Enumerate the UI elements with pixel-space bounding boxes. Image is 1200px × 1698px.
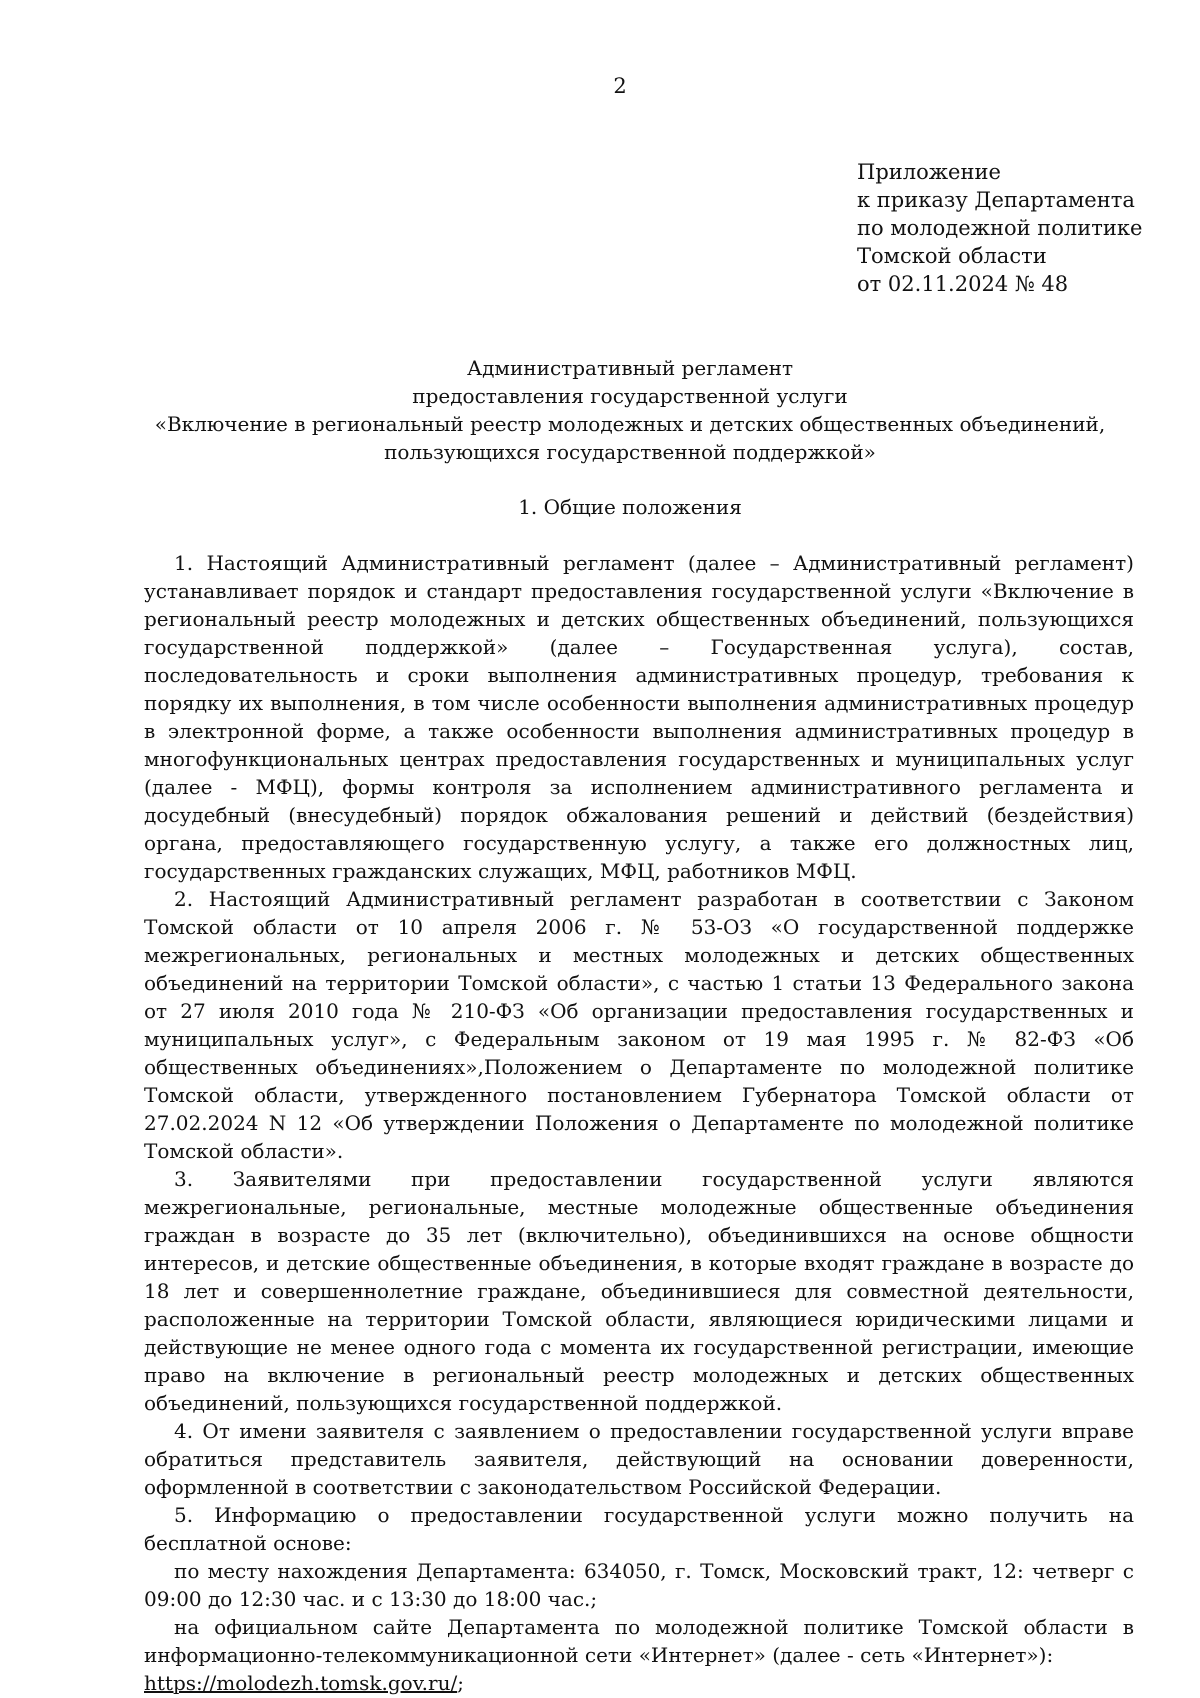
paragraph-website: на официальном сайте Департамента по молодежной политике Томской области в информационно-телекоммуникационной сети «Интернет» (далее - сеть «Интернет»): <box>144 1615 1134 1667</box>
website-line <box>144 1669 1134 1697</box>
body-text <box>144 549 1134 1697</box>
appendix-line: Томской области <box>857 244 1047 268</box>
appendix-line: к приказу Департамента <box>857 188 1135 212</box>
paragraph-2: 2. Настоящий Административный регламент разработан в соответствии с Законом Томской области от 10 апреля 2006 г. № 53-ОЗ «О государственной поддержке межрегиональных, региональных и местных молодежных и детских общественных объединений на территории Томской области», с частью 1 статьи 13 Федерального закона от 27 июля 2010 года № 210-ФЗ «Об организации предоставления государственных и муниципальных услуг», с Федеральным законом от 19 мая 1995 г. № 82-ФЗ «Об общественных объединениях»,Положением о Департаменте по молодежной политике Томской области, утвержденного постановлением Губернатора Томской области от 27.02.2024 N 12 «Об утверждении Положения о Департаменте по молодежной политике Томской области». <box>144 887 1134 1163</box>
page-number: 2 <box>613 74 627 98</box>
appendix-line: от 02.11.2024 № 48 <box>857 272 1069 296</box>
title-line: предоставления государственной услуги <box>412 384 848 408</box>
paragraph-1: 1. Настоящий Административный регламент (далее – Административный регламент) устанавливает порядок и стандарт предоставления государственной услуги «Включение в региональный реестр молодежных и детских общественных объединений, пользующихся государственной поддержкой» (далее – Государственная услуга), состав, последовательность и сроки выполнения административных процедур, требования к порядку их выполнения, в том числе особенности выполнения административных процедур в электронной форме, а также особенности выполнения административных процедур в многофункциональных центрах предоставления государственных и муниципальных услуг (далее - МФЦ), формы контроля за исполнением административного регламента и досудебный (внесудебный) порядок обжалования решений и действий (бездействия) органа, предоставляющего государственную услугу, а также его должностных лиц, государственных гражданских служащих, МФЦ, работников МФЦ. <box>144 551 1134 883</box>
appendix-block <box>857 158 1142 298</box>
appendix-line: по молодежной политике <box>857 216 1143 240</box>
title-line: Административный регламент <box>466 356 794 380</box>
paragraph-3: 3. Заявителями при предоставлении государственной услуги являются межрегиональные, региональные, местные молодежные общественные объединения граждан в возрасте до 35 лет (включительно), объединившихся на основе общности интересов, и детские общественные объединения, в которые входят граждане в возрасте до 18 лет и совершеннолетние граждане, объединившиеся для совместной деятельности, расположенные на территории Томской области, являющиеся юридическими лицами и действующие не менее одного года с момента их государственной регистрации, имеющие право на включение в региональный реестр молодежных и детских общественных объединений, пользующихся государственной поддержкой. <box>144 1167 1134 1415</box>
title-line: пользующихся государственной поддержкой» <box>384 440 876 464</box>
link-suffix: ; <box>457 1671 464 1695</box>
paragraph-address: по месту нахождения Департамента: 634050, г. Томск, Московский тракт, 12: четверг с 09:00 до 12:30 час. и с 13:30 до 18:00 час.; <box>144 1559 1134 1611</box>
document-title <box>120 354 1140 466</box>
paragraph-4: 4. От имени заявителя с заявлением о предоставлении государственной услуги вправе обратиться представитель заявителя, действующий на основании доверенности, оформленной в соответствии с законодательством Российской Федерации. <box>144 1419 1134 1499</box>
appendix-line: Приложение <box>857 160 1001 184</box>
title-line: «Включение в региональный реестр молодежных и детских общественных объединений, <box>154 412 1106 436</box>
section-heading: 1. Общие положения <box>518 495 742 519</box>
paragraph-5: 5. Информацию о предоставлении государственной услуги можно получить на бесплатной основе: <box>144 1503 1134 1555</box>
website-link[interactable]: https://molodezh.tomsk.gov.ru/ <box>144 1671 458 1695</box>
